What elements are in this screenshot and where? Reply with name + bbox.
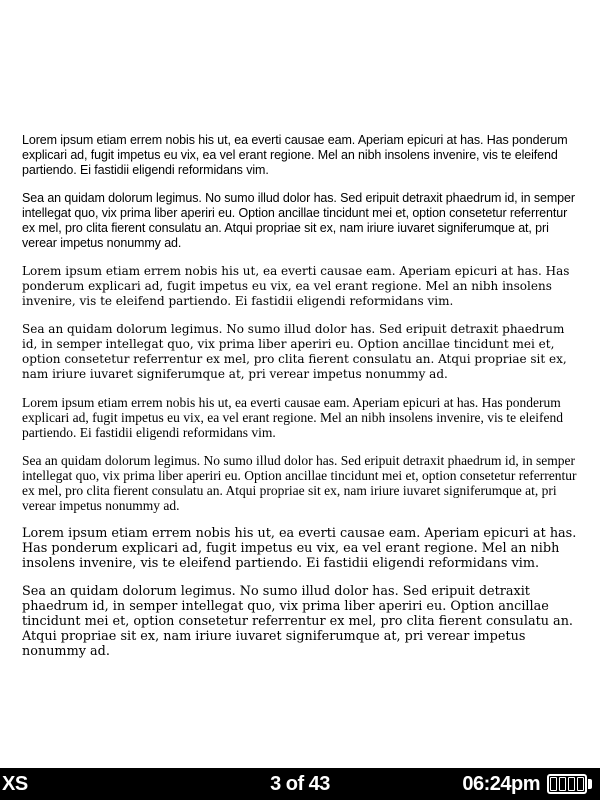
status-right-group <box>462 773 592 796</box>
battery-cell <box>550 777 557 791</box>
body-paragraph: Sea an quidam dolorum legimus. No sumo illud dolor has. Sed eripuit detraxit phaedrum id, in semper intellegat quo, vix prima liber aperiri eu. Option ancillae tincidunt mei et, option consetetur referrentur ex mel, pro clita fierent consulatu an. Atqui propriae sit ex, nam iriure iuvaret signiferumque at, pri verear impetus nonummy ad. <box>22 322 567 381</box>
battery-nub <box>588 779 592 789</box>
body-paragraph: Lorem ipsum etiam errem nobis his ut, ea everti causae eam. Aperiam epicuri at has. Has ponderum explicari ad, fugit impetus eu vix, ea vel erant regione. Mel an nibh insolens invenire, vis te eleifend partiendo. Ei fastidii eligendi reformidans vim. <box>22 526 577 571</box>
body-paragraph: Lorem ipsum etiam errem nobis his ut, ea everti causae eam. Aperiam epicuri at has. Has ponderum explicari ad, fugit impetus eu vix, ea vel erant regione. Mel an nibh insolens invenire, vis te eleifend partiendo. Ei fastidii eligendi reformidans vim. <box>22 264 570 308</box>
status-bar <box>0 768 600 800</box>
battery-cell <box>577 777 584 791</box>
font-size-label: XS <box>2 772 28 795</box>
body-paragraph: Lorem ipsum etiam errem nobis his ut, ea everti causae eam. Aperiam epicuri at has. Has ponderum explicari ad, fugit impetus eu vix, ea vel erant regione. Mel an nibh insolens invenire, vis te eleifend partiendo. Ei fastidii eligendi reformidans vim. <box>22 133 568 177</box>
battery-icon <box>547 774 587 794</box>
page-indicator: 3 of 43 <box>270 772 330 795</box>
clock: 06:24pm <box>462 772 540 795</box>
body-paragraph: Lorem ipsum etiam errem nobis his ut, ea everti causae eam. Aperiam epicuri at has. Has ponderum explicari ad, fugit impetus eu vix, ea vel erant regione. Mel an nibh insolens invenire, vis te eleifend partiendo. Ei fastidii eligendi reformidans vim. <box>22 395 563 440</box>
body-paragraph: Sea an quidam dolorum legimus. No sumo illud dolor has. Sed eripuit detraxit phaedrum id, in semper intellegat quo, vix prima liber aperiri eu. Option ancillae tincidunt mei et, option consetetur referrentur ex mel, pro clita fierent consulatu an. Atqui propriae sit ex, nam iriure iuvaret signiferumque at, pri verear impetus nonummy ad. <box>22 584 573 659</box>
body-paragraph: Sea an quidam dolorum legimus. No sumo illud dolor has. Sed eripuit detraxit phaedrum id, in semper intellegat quo, vix prima liber aperiri eu. Option ancillae tincidunt mei et, option consetetur referrentur ex mel, pro clita fierent consulatu an. Atqui propriae sit ex, nam iriure iuvaret signiferumque at, pri verear impetus nonummy ad. <box>22 191 575 250</box>
battery-cell <box>568 777 575 791</box>
battery-cell <box>559 777 566 791</box>
body-paragraph: Sea an quidam dolorum legimus. No sumo illud dolor has. Sed eripuit detraxit phaedrum id, in semper intellegat quo, vix prima liber aperiri eu. Option ancillae tincidunt mei et, option consetetur referrentur ex mel, pro clita fierent consulatu an. Atqui propriae sit ex, nam iriure iuvaret signiferumque at, pri verear impetus nonummy ad. <box>22 453 577 513</box>
